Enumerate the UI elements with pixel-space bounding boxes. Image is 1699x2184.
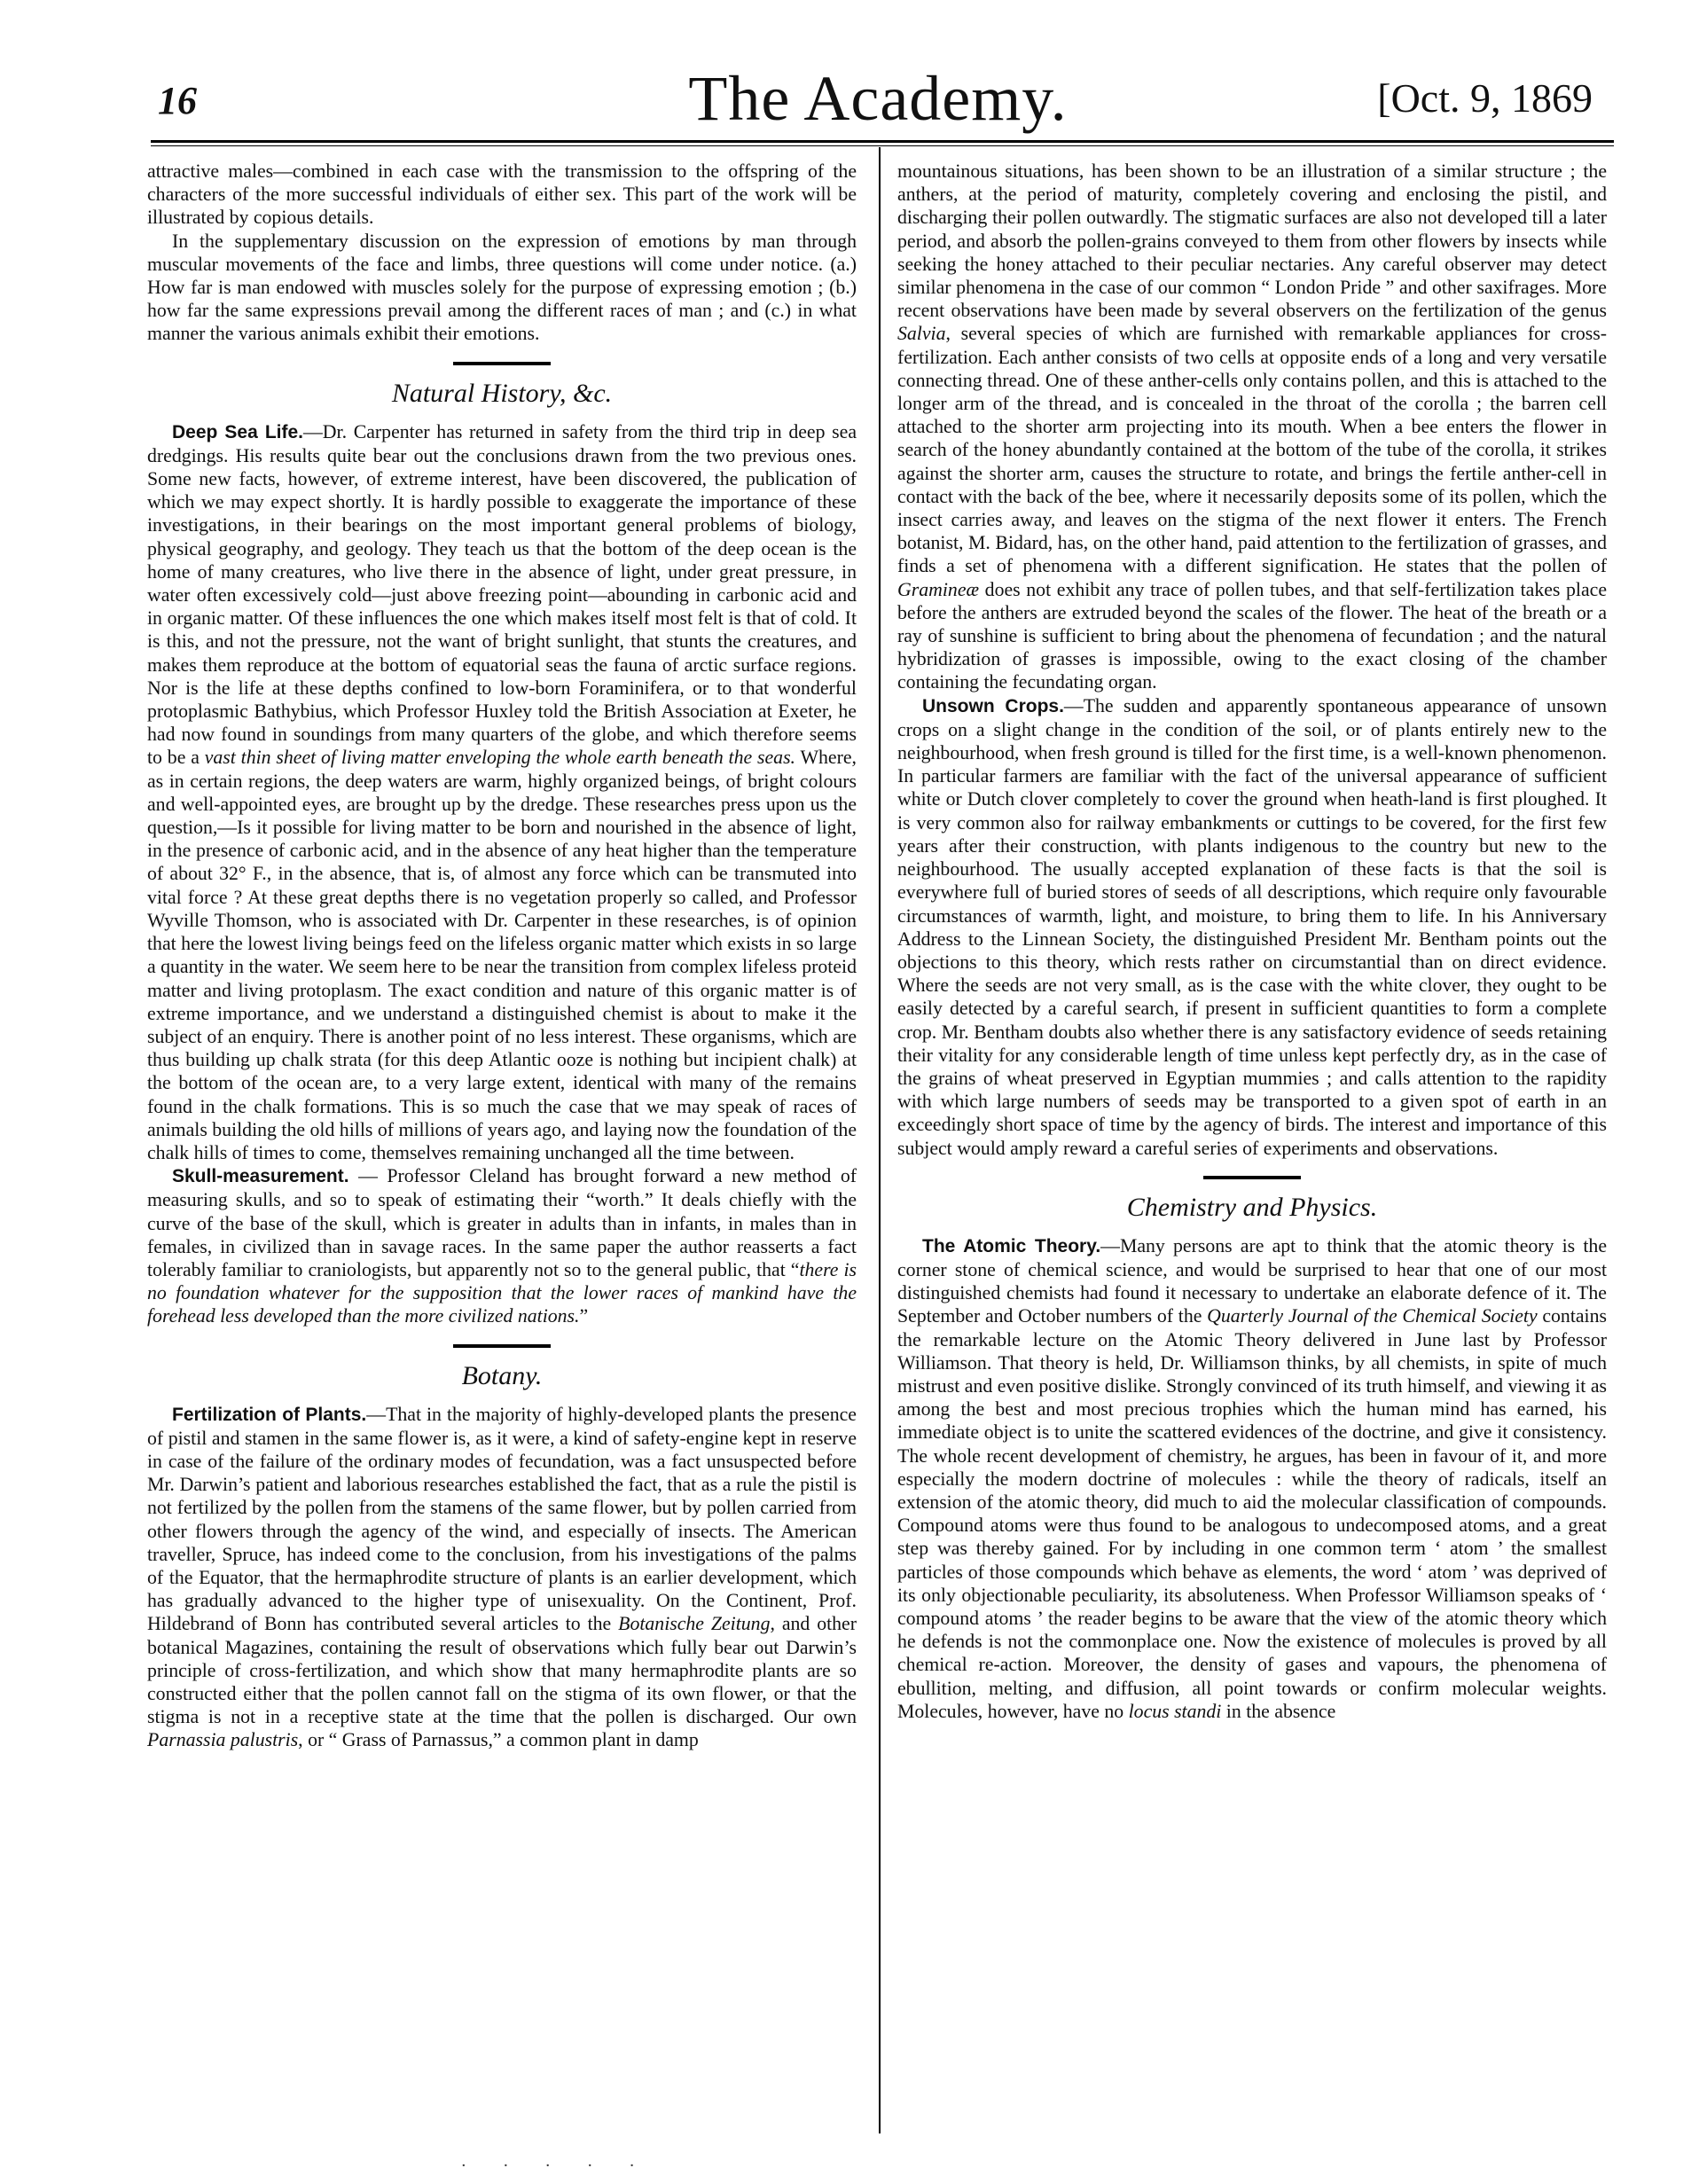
article-italic: Parnassia palustris [147,1729,299,1751]
paragraph-intro-end: attractive males—combined in each case with the transmission to the offspring of the characters of the more successful individuals of either sex. This part of the work will be illustrated by copious details. [147,160,857,229]
article-deep-sea-life [147,420,857,1165]
section-title-chemistry: Chemistry and Physics. [1126,1192,1378,1222]
article-text: , several species of which are furnished with remarkable appliances for cross-fertilization. Each anther consists of two cells at opposite ends of a long and very versatile connecting thread. One of these anther-cells only contains pollen, and this is attached to the longer arm of the thread, and is concealed in the throat of the corolla ; the barren cell attached to the shorter arm projecting into its mouth. When a bee enters the flower in search of the honey abundantly contained at the bottom of the tube of the corolla, it strikes against the shorter arm, causes the structure to rotate, and brings the fertile anther-cell in contact with the back of the bee, where it necessarily deposits some of its pollen, which the insect carries away, and leaves on the stigma of the next flower it enters. The French botanist, M. Bidard, has, on the other hand, paid attention to the fertilization of grasses, and finds a set of phenomena with a different signification. He states that the pollen of [897,323,1607,577]
article-italic: vast thin sheet of living matter enveloping the whole earth beneath the seas. [204,747,796,769]
article-text: mountainous situations, has been shown to be an illustration of a similar structure ; the anthers, at the period of maturity, completely covering and enclosing the pistil, and discharging their pollen outwardly. The stigmatic surfaces are also not developed till a later period, and absorb the pollen-grains conveyed to them from other flowers by insects while seeking the honey attached to their peculiar nectaries. Any careful observer may detect similar phenomena in the case of our common “ London Pride ” and other saxifrages. More recent observations have been made by several observers on the fertilization of the genus [897,160,1607,322]
paragraph-supplementary: In the supplementary discussion on the expression of emotions by man through muscular movements of the face and limbs, three questions will come under notice. (a.) How far is man endowed with muscles solely for the purpose of expressing emotion ; (b.) how far the same expressions prevail among the different races of man ; and (c.) in what manner the various animals exhibit their emotions. [147,230,857,345]
print-specks: · · · · · [461,2157,651,2175]
section-rule [1203,1176,1301,1179]
article-text: —That in the majority of highly-developed plants the presence of pistil and stamen in the same flower is, as it were, a kind of safety-engine kept in reserve in case of the failure of the ordinary modes of fecundation, was a fact unsuspected before Mr. Darwin’s patient and laborious researches established the fact, that as a rule the pistil is not fertilized by the pollen from the stamens of the same flower, but by pollen carried from other flowers through the agency of the wind, and especially of insects. The American traveller, Spruce, has indeed come to the conclusion, from his investigations of the palms of the Equator, that the hermaphrodite structure of plants is an earlier development, which has gradually advanced to the higher type of unisexuality. On the Continent, Prof. Hildebrand of Bonn has contributed several articles to the [147,1403,857,1635]
article-unsown-crops [897,694,1607,1160]
article-text: ” [579,1305,589,1327]
article-skull-measurement [147,1164,857,1327]
issue-date: [Oct. 9, 1869 [1377,75,1593,121]
journal-title: The Academy. [688,63,1068,134]
article-text: —The sudden and apparently spontaneous appearance of unsown crops on a slight change in the condition of the soil, or of plants entirely new to the neighbourhood, when fresh ground is tilled for the first time, is a well-known phenomenon. In particular farmers are familiar with the fact of the universal appearance of sufficient white or Dutch clover completely to cover the ground when heath-land is first ploughed. It is very common also for railway embankments or cuttings to be covered, for the first few years after their construction, with plants indigenous to the country but new to the neighbourhood. The usually accepted explanation of these facts is that the soil is everywhere full of buried stores of seeds of all descriptions, which require only favourable circumstances of warmth, light, and moisture, to bring them to life. In his Anniversary Address to the Linnean Society, the distinguished President Mr. Bentham points out the objections to this theory, which rests rather on circumstantial than on direct evidence. Where the seeds are not very small, as is the case with the white clover, they ought to be easily detected by a careful search, if present in sufficient quantities to form a complete crop. Mr. Bentham doubts also whether there is any satisfactory evidence of seeds retaining their vitality for any considerable length of time unless kept perfectly dry, as in the case of the grains of wheat preserved in Egyptian mummies ; and calls attention to the rapidity with which large numbers of seeds may be transported to a given spot of earth in an exceedingly short space of time by the agency of birds. The interest and importance of this subject would amply reward a careful series of experiments and observations. [897,694,1607,1159]
article-italic: Gramineæ [897,578,980,600]
article-fertilization-continued [897,160,1607,694]
article-atomic-theory [897,1234,1607,1723]
header-rule [151,140,1614,146]
article-text: —Many persons are apt to think that the atomic theory is the corner stone of chemical science, and would be surprised to hear that one of our most distinguished chemists had found it necessary to undertake an elaborate defence of it. The September and October numbers of the [897,1234,1607,1327]
article-fertilization [147,1403,857,1752]
article-text: , or “ Grass of Parnassus,” a common plant in damp [298,1729,699,1751]
article-lead: The Atomic Theory. [922,1235,1101,1256]
article-italic: locus standi [1128,1700,1222,1722]
article-italic: Quarterly Journal of the Chemical Society [1207,1305,1538,1327]
article-italic: Salvia [897,323,946,345]
section-rule [453,1344,551,1348]
right-column [897,160,1607,1723]
article-text: Where, as in certain regions, the deep waters are warm, highly organized beings, of bright colours and well-appointed eyes, are brought up by the dredge. These researches press upon us the question,—Is it possible for living matter to be born and nourished in the absence of light, in the presence of carbonic acid, and in the absence of any heat higher than the temperature of about 32° F., in the absence, that is, of almost any force which can be transmuted into vital force ? At these great depths there is no vegetation properly so called, and Professor Wyville Thomson, who is associated with Dr. Carpenter in these researches, is of opinion that here the lowest living beings feed on the lifeless organic matter which exists in so large a quantity in the water. We seem here to be near the transition from complex lifeless proteid matter and living protoplasm. The exact condition and nature of this organic matter is of extreme importance, and we understand a distinguished chemist is about to make it the subject of an enquiry. There is another point of no less interest. These organisms, which are thus building up chalk strata (for this deep Atlantic ooze is nothing but incipient chalk) at the bottom of the ocean are, to a very large extent, identical with many of the remains found in the chalk formations. This is so much the case that we may speak of races of animals building the old hills of millions of years ago, and laying now the foundation of the chalk hills of times to come, themselves remaining unchanged all the time between. [147,747,857,1163]
section-title-natural-history: Natural History, &c. [391,378,613,408]
article-lead: Fertilization of Plants. [172,1404,367,1425]
article-italic: there is no foundation whatever for the supposition that the lower races of mankind have the forehead less developed than the more civilized nations. [147,1258,857,1327]
article-lead: Skull-measurement. [172,1166,349,1187]
article-text: —Dr. Carpenter has returned in safety from the third trip in deep sea dredgings. His results quite bear out the conclusions drawn from the two previous ones. Some new facts, however, of extreme interest, have been discovered, the publication of which we may expect shortly. It is hardly possible to exaggerate the importance of these investigations, in their bearings on the most important general problems of biology, physical geography, and geology. They teach us that the bottom of the deep ocean is the home of many creatures, who live there in the absence of light, under great pressure, in water often excessively cold—just above freezing point—abounding in carbonic acid and in organic matter. Of these influences the one which makes itself most felt is that of cold. It is this, and not the pressure, not the want of bright sunlight, that stunts the creatures, and makes them reproduce at the bottom of equatorial seas the fauna of arctic surface regions. Nor is the life at these depths confined to low-born Foraminifera, or to that wonderful protoplasmic Bathybius, which Professor Huxley told the British Association at Exeter, he had now found in soundings from many quarters of the globe, and which therefore seems to be a [147,420,857,769]
article-text: contains the remarkable lecture on the Atomic Theory delivered in June last by Professor Williamson. That theory is held, Dr. Williamson thinks, by all chemists, in spite of much mistrust and even positive dislike. Strongly convinced of its truth himself, and viewing it as among the best and most precious trophies which the human mind has earned, his immediate object is to unite the scattered evidences of the doctrine, and give it consistency. The whole recent development of chemistry, he argues, has been in favour of it, and more especially the modern doctrine of molecules : while the theory of radicals, itself an extension of the atomic theory, did much to aid the molecular classification of compounds. Compound atoms were thus found to be analogous to undecomposed atoms, and a great step was thereby gained. For by including in one common term ‘ atom ’ the smallest particles of those compounds which behave as elements, the word ‘ atom ’ was deprived of its only objectionable peculiarity, its absoluteness. When Professor Williamson speaks of ‘ compound atoms ’ the reader begins to be aware that the view of the atomic theory which he defends is not the commonplace one. Now the existence of molecules is proved by all chemical re-action. Moreover, the density of gases and vapours, the phenomena of ebullition, melting, and diffusion, all point towards or confirm molecular weights. Molecules, however, have no [897,1305,1607,1722]
article-text: — Professor Cleland has brought forward a new method of measuring skulls, and so to speak of estimating their “worth.” It deals chiefly with the curve of the base of the skull, which is greater in adults than in infants, in males than in females, in civilized than in savage races. In the same paper the author reasserts a fact tolerably familiar to craniologists, but apparently not so to the general public, that “ [147,1165,857,1280]
masthead [151,53,1605,142]
article-text: , and other botanical Magazines, containing the result of observations which fully bear out Darwin’s principle of cross-fertilization, and which show that many hermaphrodite plants are so constructed either that the pollen cannot fall on the stigma of its own flower, or that the stigma is not in a receptive state at the time that the pollen is discharged. Our own [147,1613,857,1728]
article-lead: Deep Sea Life. [172,421,303,442]
article-text: in the absence [1221,1700,1336,1722]
article-lead: Unsown Crops. [922,695,1064,716]
article-italic: Botanische Zeitung [618,1613,771,1635]
column-divider [879,147,881,2133]
section-title-botany: Botany. [461,1360,543,1390]
page-number: 16 [158,79,197,122]
section-rule [453,362,551,365]
article-text: does not exhibit any trace of pollen tubes, and that self-fertilization takes place before the anthers are extruded beyond the scales of the flower. The heat of the breath or a ray of sunshine is sufficient to bring about the phenomena of fecundation ; and the natural hybridization of grasses is impossible, owing to the exact closing of the chamber containing the fecundating organ. [897,578,1607,693]
left-column [147,160,857,1752]
